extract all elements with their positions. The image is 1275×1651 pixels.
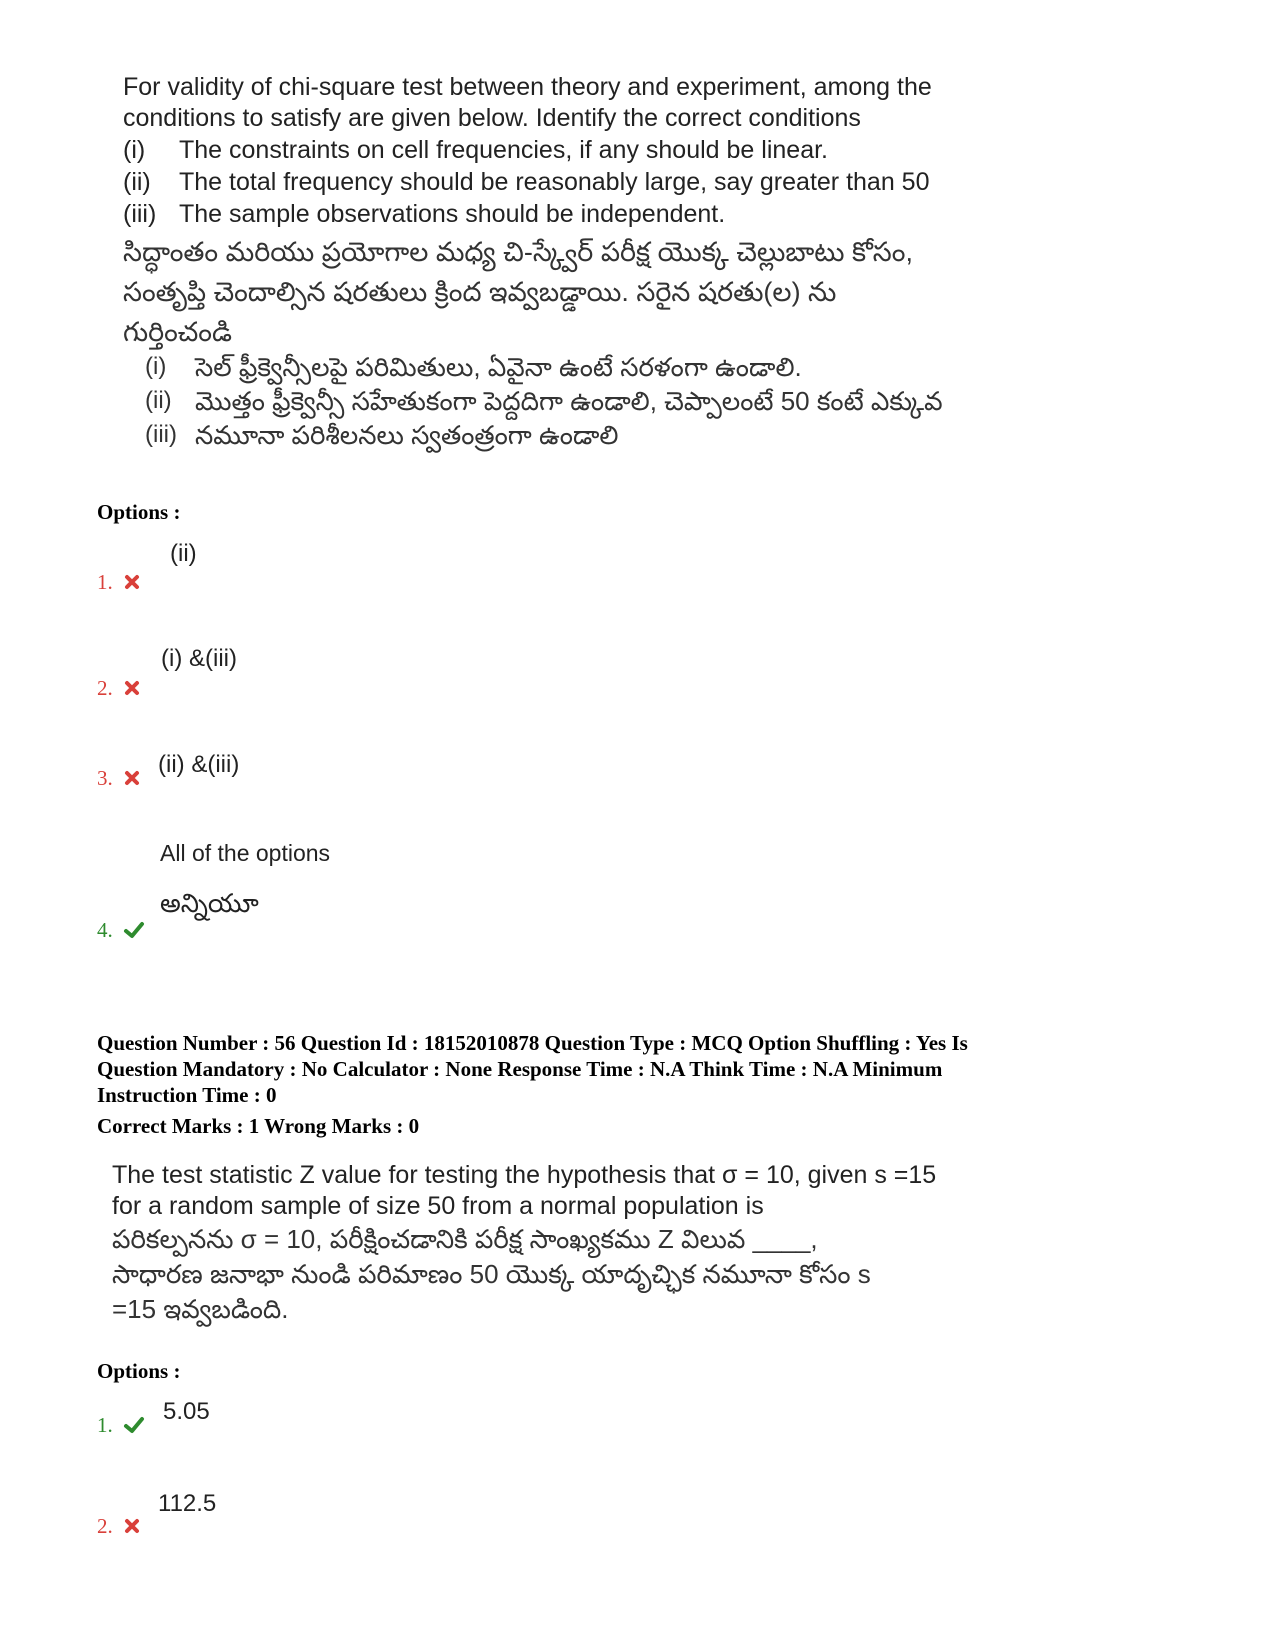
check-icon	[123, 1416, 145, 1434]
q55-option-3[interactable]: 3.	[97, 766, 141, 791]
q55-options-label: Options :	[97, 500, 181, 524]
q55-option-1-text: (ii)	[170, 540, 197, 567]
q55-stem-te-3: గుర్తించండి	[123, 317, 232, 347]
q56-stem-te-2: సాధారణ జనాభా నుండి పరిమాణం 50 యొక్క యాదృచ్ఛిక నమూనా కోసం s	[112, 1259, 871, 1289]
q55-condition-te: (ii) మొత్తం ఫ్రీక్వెన్సీ సహేతుకంగా పెద్దదిగా ఉండాలి, చెప్పాలంటే 50 కంటే ఎక్కువ	[145, 386, 943, 416]
q55-condition-te: (i) సెల్ ఫ్రీక్వెన్సీలపై పరిమితులు, ఏవైనా ఉంటే సరళంగా ఉండాలి.	[145, 352, 802, 382]
q55-option-4-text: All of the options	[160, 840, 331, 866]
q55-stem-en-1: For validity of chi-square test between theory and experiment, among the	[123, 73, 932, 101]
q56-stem-en-2: for a random sample of size 50 from a normal population is	[112, 1192, 764, 1220]
check-icon	[123, 921, 145, 939]
q55-option-2-text: (i) &(iii)	[161, 645, 237, 672]
q55-stem-te-2: సంతృప్తి చెందాల్సిన షరతులు క్రింద ఇవ్వబడ్డాయి. సరైన షరతు(ల) ను	[123, 277, 837, 307]
q56-option-1[interactable]: 1.	[97, 1413, 145, 1438]
cross-icon	[123, 1517, 141, 1535]
q55-option-3-text: (ii) &(iii)	[158, 751, 240, 778]
q55-question-image	[123, 72, 1083, 452]
q56-options-label: Options :	[97, 1359, 181, 1383]
q56-marks: Correct Marks : 1 Wrong Marks : 0	[97, 1114, 420, 1138]
q56-question-image	[112, 1160, 1072, 1327]
q56-option-1-text: 5.05	[163, 1398, 210, 1425]
q56-metadata: Question Number : 56 Question Id : 18152010878 Question Type : MCQ Option Shuffling : Yes Is Question Mandatory : No Calculator : None Response Time : N.A Think Time : N.A Minimum Instruction Time : 0	[97, 1031, 968, 1107]
q56-stem-te-1: పరికల్పనను σ = 10, పరీక్షించడానికి పరీక్ష సాంఖ్యకము Z విలువ ____,	[112, 1224, 818, 1254]
q55-condition-en: (iii) The sample observations should be independent.	[123, 200, 726, 228]
cross-icon	[123, 769, 141, 787]
cross-icon	[123, 679, 141, 697]
q55-option-4-text-te: అన్నియూ	[160, 888, 259, 918]
q55-condition-te: (iii) నమూనా పరిశీలనలు స్వతంత్రంగా ఉండాలి	[145, 420, 619, 450]
q55-stem-en-2: conditions to satisfy are given below. Identify the correct conditions	[123, 104, 861, 132]
q55-option-2[interactable]: 2.	[97, 676, 141, 701]
q56-option-2-text: 112.5	[158, 1490, 217, 1517]
q55-option-1[interactable]: 1.	[97, 570, 141, 595]
cross-icon	[123, 573, 141, 591]
q56-stem-te-3: =15 ఇవ్వబడింది.	[112, 1294, 289, 1324]
q56-option-2[interactable]: 2.	[97, 1514, 141, 1539]
q55-option-4[interactable]: 4.	[97, 918, 145, 943]
q55-condition-en: (i) The constraints on cell frequencies, if any should be linear.	[123, 136, 828, 164]
q56-stem-en-1: The test statistic Z value for testing the hypothesis that σ = 10, given s =15	[112, 1161, 937, 1189]
q55-stem-te-1: సిద్ధాంతం మరియు ప్రయోగాల మధ్య చి-స్క్వేర్ పరీక్ష యొక్క చెల్లుబాటు కోసం,	[123, 237, 913, 267]
q55-condition-en: (ii) The total frequency should be reasonably large, say greater than 50	[123, 168, 930, 196]
